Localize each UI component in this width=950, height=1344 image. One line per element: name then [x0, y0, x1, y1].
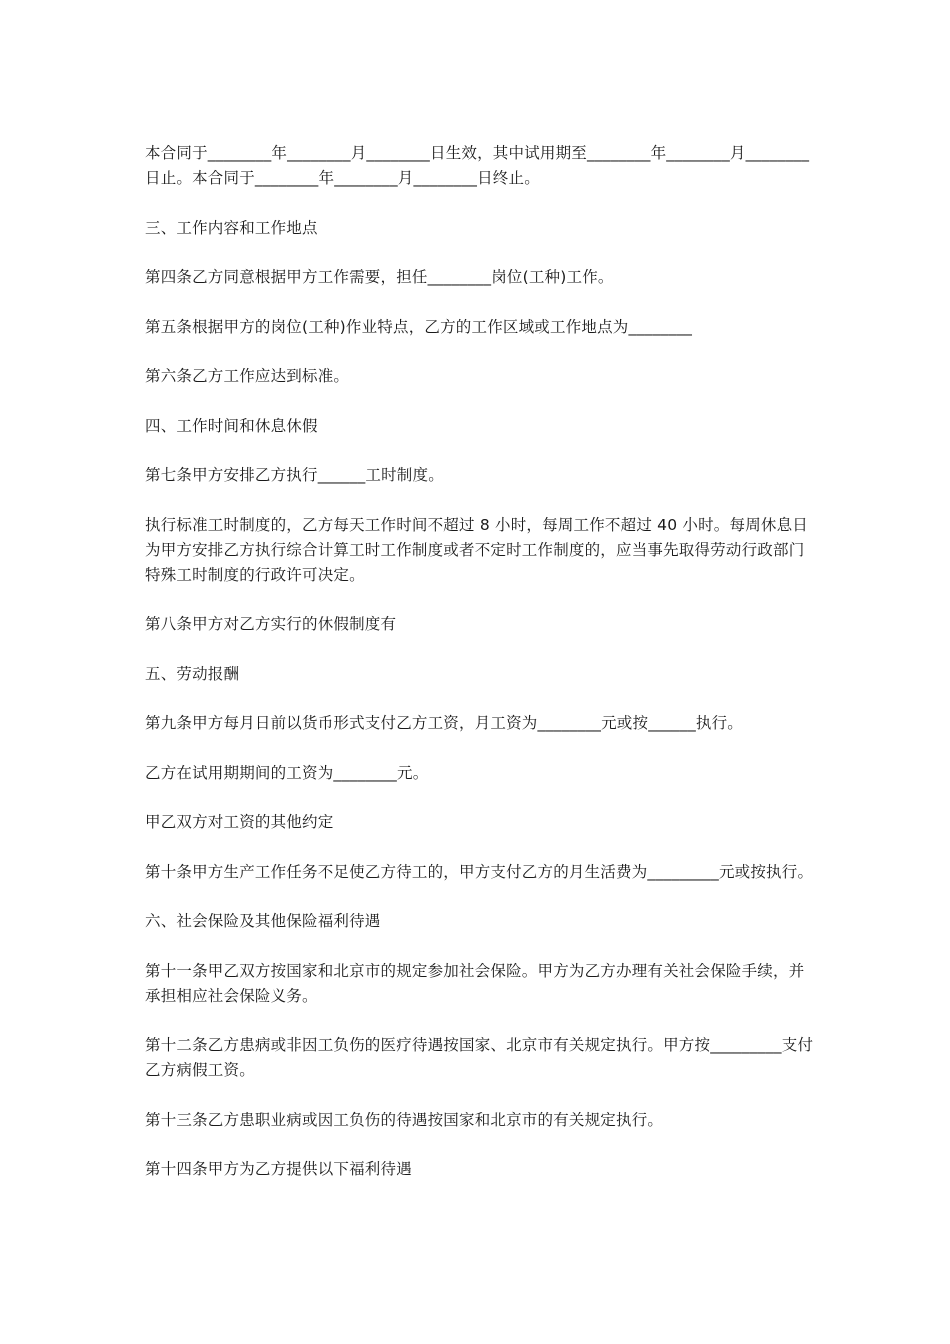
paragraph-article-9: 第九条甲方每月日前以货币形式支付乙方工资，月工资为________元或按______执行。: [145, 714, 744, 732]
paragraph-article-8: 第八条甲方对乙方实行的休假制度有: [145, 615, 397, 633]
section-heading-working-hours: 四、工作时间和休息休假: [145, 416, 318, 435]
paragraph-standard-hours: 执行标准工时制度的，乙方每天工作时间不超过 8 小时，每周工作不超过 40 小时。每周休息日为甲方安排乙方执行综合计算工时工作制度或者不定时工作制度的，应当事先取得劳动行政部门特殊工时制度的行政许可决定。: [145, 515, 808, 584]
paragraph-article-7: 第七条甲方安排乙方执行______工时制度。: [145, 466, 444, 484]
section-heading-remuneration: 五、劳动报酬: [145, 664, 240, 683]
paragraph-article-14: 第十四条甲方为乙方提供以下福利待遇: [145, 1160, 412, 1178]
paragraph-probation-wage: 乙方在试用期期间的工资为________元。: [145, 763, 429, 782]
paragraph-other-wage-terms: 甲乙双方对工资的其他约定: [145, 813, 334, 831]
paragraph-article-11: 第十一条甲乙双方按国家和北京市的规定参加社会保险。甲方为乙方办理有关社会保险手续，并承担相应社会保险义务。: [145, 961, 805, 1005]
section-heading-social-insurance: 六、社会保险及其他保险福利待遇: [145, 912, 381, 930]
paragraph-article-13: 第十三条乙方患职业病或因工负伤的待遇按国家和北京市的有关规定执行。: [145, 1110, 664, 1129]
paragraph-article-10: 第十条甲方生产工作任务不足使乙方待工的，甲方支付乙方的月生活费为_________元或按执行。: [145, 862, 814, 881]
paragraph-article-5: 第五条根据甲方的岗位(工种)作业特点，乙方的工作区域或工作地点为________: [145, 317, 693, 336]
document-body: [145, 141, 815, 1207]
paragraph-article-12: 第十二条乙方患病或非因工负伤的医疗待遇按国家、北京市有关规定执行。甲方按_________支付乙方病假工资。: [145, 1036, 814, 1079]
paragraph-effective-dates: 本合同于________年________月________日生效，其中试用期至________年________月________日止。本合同于________年________月________日终止。: [145, 144, 810, 187]
paragraph-article-4: 第四条乙方同意根据甲方工作需要，担任________岗位(工种)工作。: [145, 268, 614, 286]
paragraph-article-6: 第六条乙方工作应达到标准。: [145, 367, 350, 385]
section-heading-job-content: 三、工作内容和工作地点: [145, 218, 318, 237]
